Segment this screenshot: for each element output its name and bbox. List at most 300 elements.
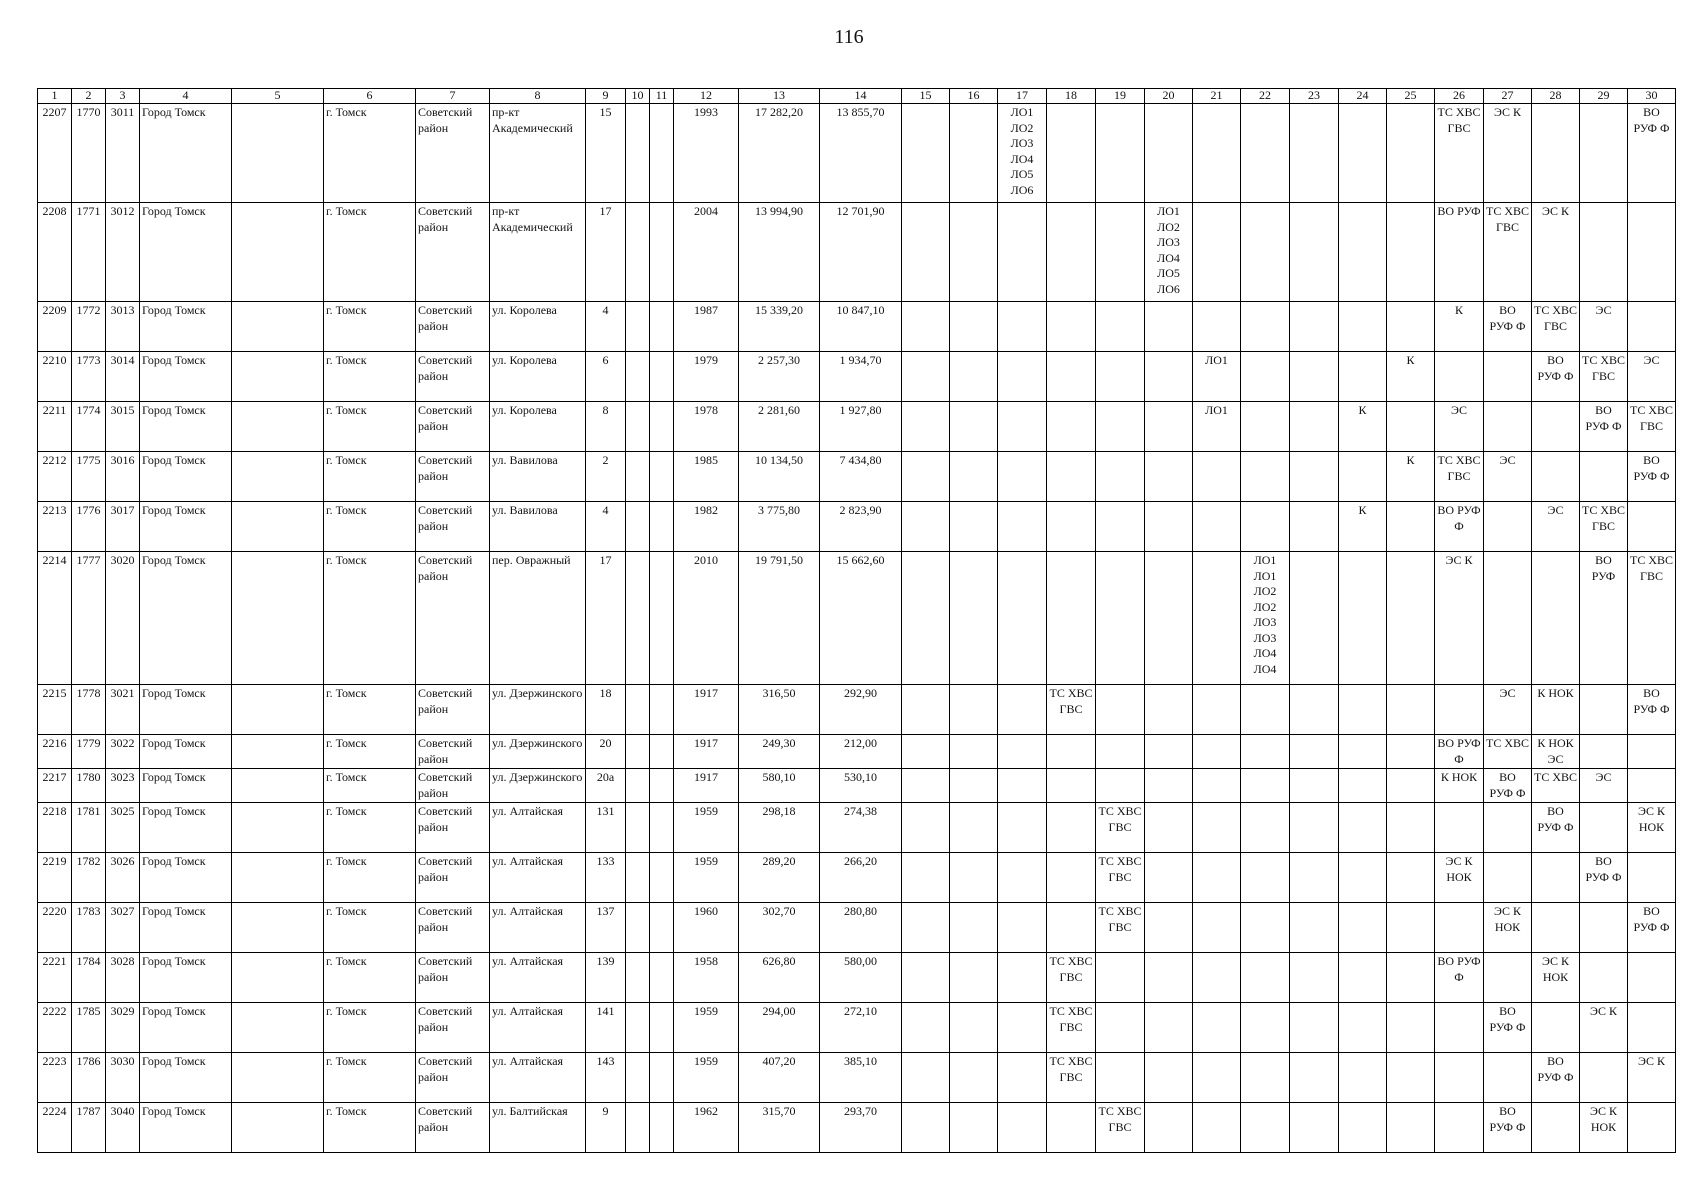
cell-col-26: К НОК xyxy=(1435,769,1484,803)
cell-col-28: ТС ХВС ГВС xyxy=(1532,302,1580,352)
cell-col-24: К xyxy=(1339,502,1387,552)
column-header-16: 16 xyxy=(950,89,998,104)
cell-col-20 xyxy=(1145,302,1193,352)
table-row xyxy=(38,1003,1676,1053)
table-row xyxy=(38,352,1676,402)
cell-col-19 xyxy=(1096,104,1145,203)
cell-col-9: 2 xyxy=(586,452,626,502)
cell-col-30 xyxy=(1628,953,1676,1003)
cell-col-22 xyxy=(1241,402,1290,452)
cell-col-25 xyxy=(1387,769,1435,803)
cell-col-9: 143 xyxy=(586,1053,626,1103)
cell-col-29: ЭС К xyxy=(1580,1003,1628,1053)
cell-col-25 xyxy=(1387,903,1435,953)
cell-col-12: 1982 xyxy=(674,502,739,552)
cell-col-26 xyxy=(1435,1053,1484,1103)
cell-col-14: 530,10 xyxy=(820,769,902,803)
table-row xyxy=(38,853,1676,903)
cell-col-5 xyxy=(232,953,324,1003)
cell-col-29: ВО РУФ Ф xyxy=(1580,402,1628,452)
cell-col-22 xyxy=(1241,769,1290,803)
cell-col-12: 1979 xyxy=(674,352,739,402)
cell-col-24 xyxy=(1339,1003,1387,1053)
cell-col-7: Советский район xyxy=(416,104,490,203)
cell-col-8: пр-кт Академический xyxy=(490,104,586,203)
column-header-17: 17 xyxy=(998,89,1047,104)
cell-col-8: пер. Овражный xyxy=(490,552,586,685)
cell-col-12: 1962 xyxy=(674,1103,739,1153)
cell-col-20 xyxy=(1145,104,1193,203)
cell-col-19 xyxy=(1096,552,1145,685)
cell-col-5 xyxy=(232,402,324,452)
cell-col-4: Город Томск xyxy=(140,735,232,769)
column-header-20: 20 xyxy=(1145,89,1193,104)
cell-col-9: 17 xyxy=(586,552,626,685)
table-row xyxy=(38,1053,1676,1103)
cell-col-17 xyxy=(998,685,1047,735)
cell-col-19 xyxy=(1096,352,1145,402)
cell-col-7: Советский район xyxy=(416,452,490,502)
cell-col-3: 3014 xyxy=(106,352,140,402)
cell-col-9: 9 xyxy=(586,1103,626,1153)
cell-col-19 xyxy=(1096,502,1145,552)
cell-col-26 xyxy=(1435,1003,1484,1053)
cell-col-30 xyxy=(1628,302,1676,352)
cell-col-7: Советский район xyxy=(416,1053,490,1103)
cell-col-19: ТС ХВС ГВС xyxy=(1096,903,1145,953)
cell-col-28 xyxy=(1532,402,1580,452)
cell-col-18 xyxy=(1047,402,1096,452)
cell-col-28 xyxy=(1532,903,1580,953)
cell-col-14: 266,20 xyxy=(820,853,902,903)
cell-col-13: 19 791,50 xyxy=(739,552,820,685)
cell-col-30: ЭС К xyxy=(1628,1053,1676,1103)
cell-col-10 xyxy=(626,953,650,1003)
cell-col-11 xyxy=(650,953,674,1003)
cell-col-5 xyxy=(232,104,324,203)
cell-col-4: Город Томск xyxy=(140,853,232,903)
cell-col-3: 3026 xyxy=(106,853,140,903)
cell-col-18 xyxy=(1047,104,1096,203)
cell-col-1: 2208 xyxy=(38,203,72,302)
cell-col-15 xyxy=(902,502,950,552)
cell-col-3: 3040 xyxy=(106,1103,140,1153)
cell-col-11 xyxy=(650,1003,674,1053)
cell-col-30 xyxy=(1628,203,1676,302)
cell-col-10 xyxy=(626,735,650,769)
cell-col-26: ЭС К xyxy=(1435,552,1484,685)
cell-col-7: Советский район xyxy=(416,685,490,735)
cell-col-2: 1776 xyxy=(72,502,106,552)
cell-col-6: г. Томск xyxy=(324,1053,416,1103)
cell-col-4: Город Томск xyxy=(140,104,232,203)
cell-col-15 xyxy=(902,552,950,685)
cell-col-21 xyxy=(1193,685,1241,735)
cell-col-11 xyxy=(650,552,674,685)
cell-col-8: ул. Королева xyxy=(490,352,586,402)
cell-col-4: Город Томск xyxy=(140,452,232,502)
cell-col-19 xyxy=(1096,1003,1145,1053)
table-row xyxy=(38,735,1676,769)
cell-col-10 xyxy=(626,1003,650,1053)
cell-col-4: Город Томск xyxy=(140,953,232,1003)
column-header-5: 5 xyxy=(232,89,324,104)
cell-col-3: 3028 xyxy=(106,953,140,1003)
cell-col-18 xyxy=(1047,302,1096,352)
cell-col-25 xyxy=(1387,203,1435,302)
cell-col-17 xyxy=(998,402,1047,452)
cell-col-1: 2207 xyxy=(38,104,72,203)
cell-col-1: 2210 xyxy=(38,352,72,402)
cell-col-6: г. Томск xyxy=(324,203,416,302)
cell-col-30 xyxy=(1628,1103,1676,1153)
cell-col-24 xyxy=(1339,953,1387,1003)
cell-col-19: ТС ХВС ГВС xyxy=(1096,853,1145,903)
cell-col-28 xyxy=(1532,552,1580,685)
cell-col-17 xyxy=(998,953,1047,1003)
cell-col-17 xyxy=(998,853,1047,903)
cell-col-21 xyxy=(1193,803,1241,853)
cell-col-3: 3017 xyxy=(106,502,140,552)
cell-col-5 xyxy=(232,769,324,803)
cell-col-6: г. Томск xyxy=(324,803,416,853)
cell-col-2: 1780 xyxy=(72,769,106,803)
cell-col-25 xyxy=(1387,1103,1435,1153)
cell-col-9: 6 xyxy=(586,352,626,402)
cell-col-5 xyxy=(232,685,324,735)
column-header-21: 21 xyxy=(1193,89,1241,104)
cell-col-28 xyxy=(1532,853,1580,903)
cell-col-1: 2212 xyxy=(38,452,72,502)
cell-col-28 xyxy=(1532,1003,1580,1053)
cell-col-19 xyxy=(1096,302,1145,352)
cell-col-10 xyxy=(626,552,650,685)
cell-col-22 xyxy=(1241,853,1290,903)
cell-col-18 xyxy=(1047,502,1096,552)
cell-col-16 xyxy=(950,853,998,903)
cell-col-6: г. Томск xyxy=(324,402,416,452)
cell-col-4: Город Томск xyxy=(140,402,232,452)
cell-col-29: ВО РУФ Ф xyxy=(1580,853,1628,903)
cell-col-10 xyxy=(626,1053,650,1103)
column-header-3: 3 xyxy=(106,89,140,104)
cell-col-17 xyxy=(998,352,1047,402)
cell-col-12: 1958 xyxy=(674,953,739,1003)
column-header-9: 9 xyxy=(586,89,626,104)
cell-col-6: г. Томск xyxy=(324,735,416,769)
cell-col-4: Город Томск xyxy=(140,1103,232,1153)
cell-col-10 xyxy=(626,402,650,452)
cell-col-22 xyxy=(1241,1053,1290,1103)
cell-col-4: Город Томск xyxy=(140,769,232,803)
cell-col-14: 15 662,60 xyxy=(820,552,902,685)
cell-col-23 xyxy=(1290,104,1339,203)
cell-col-20 xyxy=(1145,352,1193,402)
cell-col-12: 1959 xyxy=(674,1053,739,1103)
cell-col-11 xyxy=(650,104,674,203)
cell-col-27: ТС ХВС ГВС xyxy=(1484,203,1532,302)
column-header-8: 8 xyxy=(490,89,586,104)
cell-col-14: 13 855,70 xyxy=(820,104,902,203)
cell-col-29: ЭС К НОК xyxy=(1580,1103,1628,1153)
cell-col-26: ВО РУФ xyxy=(1435,203,1484,302)
cell-col-21 xyxy=(1193,1003,1241,1053)
cell-col-7: Советский район xyxy=(416,903,490,953)
column-header-30: 30 xyxy=(1628,89,1676,104)
table-row xyxy=(38,552,1676,685)
cell-col-14: 12 701,90 xyxy=(820,203,902,302)
cell-col-9: 141 xyxy=(586,1003,626,1053)
cell-col-8: ул. Вавилова xyxy=(490,502,586,552)
cell-col-28: ВО РУФ Ф xyxy=(1532,352,1580,402)
cell-col-10 xyxy=(626,685,650,735)
cell-col-12: 1985 xyxy=(674,452,739,502)
cell-col-21 xyxy=(1193,302,1241,352)
cell-col-7: Советский район xyxy=(416,1003,490,1053)
column-header-28: 28 xyxy=(1532,89,1580,104)
cell-col-24: К xyxy=(1339,402,1387,452)
cell-col-24 xyxy=(1339,203,1387,302)
cell-col-25 xyxy=(1387,803,1435,853)
column-header-13: 13 xyxy=(739,89,820,104)
cell-col-15 xyxy=(902,452,950,502)
cell-col-27 xyxy=(1484,853,1532,903)
cell-col-29 xyxy=(1580,1053,1628,1103)
cell-col-7: Советский район xyxy=(416,552,490,685)
cell-col-17 xyxy=(998,1003,1047,1053)
cell-col-2: 1777 xyxy=(72,552,106,685)
cell-col-14: 7 434,80 xyxy=(820,452,902,502)
cell-col-22 xyxy=(1241,203,1290,302)
cell-col-8: ул. Дзержинского xyxy=(490,769,586,803)
cell-col-16 xyxy=(950,552,998,685)
cell-col-28 xyxy=(1532,1103,1580,1153)
table-row xyxy=(38,302,1676,352)
cell-col-5 xyxy=(232,203,324,302)
cell-col-9: 20 xyxy=(586,735,626,769)
cell-col-24 xyxy=(1339,853,1387,903)
cell-col-25 xyxy=(1387,502,1435,552)
cell-col-24 xyxy=(1339,302,1387,352)
cell-col-26 xyxy=(1435,685,1484,735)
cell-col-19 xyxy=(1096,685,1145,735)
cell-col-2: 1773 xyxy=(72,352,106,402)
cell-col-13: 249,30 xyxy=(739,735,820,769)
cell-col-6: г. Томск xyxy=(324,552,416,685)
cell-col-16 xyxy=(950,104,998,203)
cell-col-7: Советский район xyxy=(416,203,490,302)
cell-col-7: Советский район xyxy=(416,1103,490,1153)
cell-col-3: 3016 xyxy=(106,452,140,502)
cell-col-26: ТС ХВС ГВС xyxy=(1435,104,1484,203)
cell-col-15 xyxy=(902,302,950,352)
cell-col-19 xyxy=(1096,402,1145,452)
cell-col-15 xyxy=(902,1003,950,1053)
cell-col-9: 15 xyxy=(586,104,626,203)
cell-col-7: Советский район xyxy=(416,769,490,803)
cell-col-5 xyxy=(232,1053,324,1103)
cell-col-22 xyxy=(1241,1103,1290,1153)
cell-col-9: 17 xyxy=(586,203,626,302)
cell-col-16 xyxy=(950,203,998,302)
cell-col-20 xyxy=(1145,853,1193,903)
cell-col-3: 3015 xyxy=(106,402,140,452)
cell-col-30: ЭС xyxy=(1628,352,1676,402)
cell-col-26: ВО РУФ Ф xyxy=(1435,953,1484,1003)
cell-col-25 xyxy=(1387,104,1435,203)
page-number: 116 xyxy=(834,26,864,48)
cell-col-21 xyxy=(1193,953,1241,1003)
cell-col-13: 17 282,20 xyxy=(739,104,820,203)
cell-col-20 xyxy=(1145,1103,1193,1153)
cell-col-9: 8 xyxy=(586,402,626,452)
cell-col-26: ВО РУФ Ф xyxy=(1435,735,1484,769)
cell-col-21 xyxy=(1193,502,1241,552)
cell-col-13: 2 281,60 xyxy=(739,402,820,452)
cell-col-20: ЛО1 ЛО2 ЛО3 ЛО4 ЛО5 ЛО6 xyxy=(1145,203,1193,302)
cell-col-23 xyxy=(1290,1053,1339,1103)
cell-col-5 xyxy=(232,502,324,552)
column-header-15: 15 xyxy=(902,89,950,104)
cell-col-6: г. Томск xyxy=(324,502,416,552)
cell-col-3: 3029 xyxy=(106,1003,140,1053)
cell-col-20 xyxy=(1145,953,1193,1003)
cell-col-24 xyxy=(1339,685,1387,735)
cell-col-27: ВО РУФ Ф xyxy=(1484,1003,1532,1053)
cell-col-23 xyxy=(1290,803,1339,853)
cell-col-27: ЭС xyxy=(1484,685,1532,735)
column-header-6: 6 xyxy=(324,89,416,104)
cell-col-21 xyxy=(1193,104,1241,203)
cell-col-26: ВО РУФ Ф xyxy=(1435,502,1484,552)
cell-col-2: 1775 xyxy=(72,452,106,502)
cell-col-10 xyxy=(626,203,650,302)
column-header-23: 23 xyxy=(1290,89,1339,104)
cell-col-27 xyxy=(1484,803,1532,853)
table-row xyxy=(38,452,1676,502)
cell-col-17 xyxy=(998,735,1047,769)
cell-col-15 xyxy=(902,953,950,1003)
cell-col-9: 131 xyxy=(586,803,626,853)
cell-col-23 xyxy=(1290,769,1339,803)
cell-col-6: г. Томск xyxy=(324,1003,416,1053)
cell-col-4: Город Томск xyxy=(140,903,232,953)
cell-col-22 xyxy=(1241,903,1290,953)
cell-col-5 xyxy=(232,803,324,853)
cell-col-9: 137 xyxy=(586,903,626,953)
cell-col-14: 385,10 xyxy=(820,1053,902,1103)
cell-col-17 xyxy=(998,203,1047,302)
column-header-2: 2 xyxy=(72,89,106,104)
cell-col-13: 298,18 xyxy=(739,803,820,853)
cell-col-12: 1987 xyxy=(674,302,739,352)
housing-registry-table xyxy=(37,88,1676,1153)
cell-col-5 xyxy=(232,302,324,352)
cell-col-11 xyxy=(650,352,674,402)
cell-col-23 xyxy=(1290,903,1339,953)
cell-col-10 xyxy=(626,104,650,203)
cell-col-17 xyxy=(998,803,1047,853)
cell-col-10 xyxy=(626,769,650,803)
cell-col-14: 272,10 xyxy=(820,1003,902,1053)
cell-col-28: ЭС К xyxy=(1532,203,1580,302)
cell-col-23 xyxy=(1290,953,1339,1003)
cell-col-2: 1785 xyxy=(72,1003,106,1053)
cell-col-1: 2222 xyxy=(38,1003,72,1053)
cell-col-23 xyxy=(1290,853,1339,903)
cell-col-29 xyxy=(1580,903,1628,953)
cell-col-18 xyxy=(1047,452,1096,502)
cell-col-15 xyxy=(902,853,950,903)
cell-col-22 xyxy=(1241,352,1290,402)
cell-col-15 xyxy=(902,769,950,803)
cell-col-20 xyxy=(1145,1053,1193,1103)
cell-col-22 xyxy=(1241,735,1290,769)
cell-col-20 xyxy=(1145,452,1193,502)
cell-col-18 xyxy=(1047,552,1096,685)
cell-col-20 xyxy=(1145,552,1193,685)
cell-col-28: ЭС xyxy=(1532,502,1580,552)
cell-col-15 xyxy=(902,203,950,302)
cell-col-6: г. Томск xyxy=(324,1103,416,1153)
cell-col-12: 1960 xyxy=(674,903,739,953)
cell-col-7: Советский район xyxy=(416,735,490,769)
cell-col-23 xyxy=(1290,552,1339,685)
cell-col-16 xyxy=(950,803,998,853)
cell-col-30: ВО РУФ Ф xyxy=(1628,685,1676,735)
cell-col-1: 2215 xyxy=(38,685,72,735)
cell-col-26: ЭС К НОК xyxy=(1435,853,1484,903)
cell-col-13: 294,00 xyxy=(739,1003,820,1053)
cell-col-13: 3 775,80 xyxy=(739,502,820,552)
cell-col-1: 2214 xyxy=(38,552,72,685)
cell-col-6: г. Томск xyxy=(324,452,416,502)
cell-col-16 xyxy=(950,302,998,352)
cell-col-8: ул. Алтайская xyxy=(490,803,586,853)
cell-col-17 xyxy=(998,552,1047,685)
cell-col-10 xyxy=(626,853,650,903)
cell-col-22 xyxy=(1241,803,1290,853)
table-row xyxy=(38,1103,1676,1153)
cell-col-2: 1787 xyxy=(72,1103,106,1153)
cell-col-2: 1774 xyxy=(72,402,106,452)
cell-col-23 xyxy=(1290,735,1339,769)
cell-col-30: ЭС К НОК xyxy=(1628,803,1676,853)
cell-col-21 xyxy=(1193,735,1241,769)
cell-col-2: 1782 xyxy=(72,853,106,903)
cell-col-4: Город Томск xyxy=(140,685,232,735)
cell-col-28: ЭС К НОК xyxy=(1532,953,1580,1003)
cell-col-22 xyxy=(1241,104,1290,203)
cell-col-16 xyxy=(950,685,998,735)
cell-col-6: г. Томск xyxy=(324,769,416,803)
cell-col-22 xyxy=(1241,452,1290,502)
cell-col-16 xyxy=(950,502,998,552)
cell-col-25 xyxy=(1387,302,1435,352)
cell-col-30 xyxy=(1628,735,1676,769)
cell-col-19 xyxy=(1096,1053,1145,1103)
cell-col-30 xyxy=(1628,769,1676,803)
cell-col-13: 10 134,50 xyxy=(739,452,820,502)
cell-col-6: г. Томск xyxy=(324,302,416,352)
cell-col-10 xyxy=(626,452,650,502)
cell-col-24 xyxy=(1339,735,1387,769)
cell-col-19: ТС ХВС ГВС xyxy=(1096,803,1145,853)
cell-col-27: ЭС К xyxy=(1484,104,1532,203)
cell-col-13: 316,50 xyxy=(739,685,820,735)
cell-col-27: ТС ХВС xyxy=(1484,735,1532,769)
cell-col-18 xyxy=(1047,853,1096,903)
